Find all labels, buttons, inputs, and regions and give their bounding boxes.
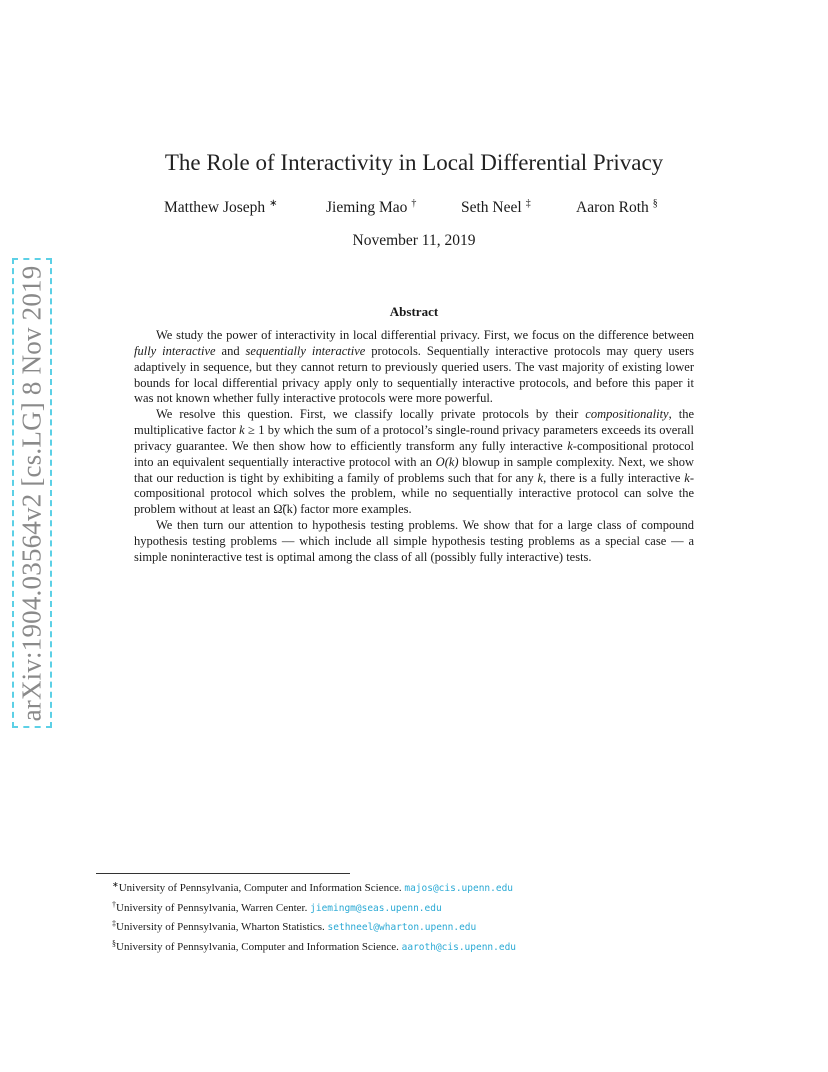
author-footnote-mark[interactable]: ‡	[525, 198, 531, 209]
author-footnote-mark[interactable]: †	[411, 198, 417, 209]
author-footnote-mark[interactable]: ∗	[269, 198, 278, 209]
abstract-text: , the multiplicative factor	[134, 407, 694, 438]
math-expression: Ω̃(k)	[273, 502, 298, 517]
arxiv-identifier-text: arXiv:1904.03564v2 [cs.LG] 8 Nov 2019	[16, 265, 47, 721]
math-expression: O(k)	[435, 454, 459, 469]
emphasis-compositionality: compositionality	[585, 407, 669, 422]
footnote-affiliation: University of Pennsylvania, Computer and Information Science.	[116, 940, 402, 953]
author-name: Seth Neel	[461, 199, 522, 216]
author-list	[0, 198, 828, 218]
author	[576, 198, 658, 217]
abstract-heading: Abstract	[389, 304, 439, 319]
abstract-paragraph	[134, 328, 694, 407]
emphasis-fully-interactive: fully interactive	[134, 343, 216, 358]
author-footnote-mark[interactable]: §	[652, 198, 658, 209]
footnote	[112, 916, 732, 936]
abstract-text: factor more examples.	[297, 502, 412, 517]
math-variable: k	[684, 470, 690, 485]
email-link[interactable]: sethneel@wharton.upenn.edu	[327, 922, 477, 933]
abstract-paragraph: We then turn our attention to hypothesis testing problems. We show that for a large class of compound hypothesis testing problems — which include all simple hypothesis testing problems as a special case — a simple noninteractive test is optimal among the class of all (possibly fully interactive) tests.	[134, 518, 694, 564]
footnote-affiliation: University of Pennsylvania, Computer and Information Science.	[118, 882, 405, 894]
abstract-text: We resolve this question. First, we classify locally private protocols by their	[156, 407, 586, 422]
math-variable: k	[537, 470, 544, 485]
footnotes	[112, 877, 732, 955]
footnote	[112, 877, 732, 897]
abstract-paragraph	[134, 407, 694, 518]
author	[164, 198, 278, 217]
abstract-text: , there is a fully interactive	[543, 470, 685, 485]
footnote-mark: ‡	[112, 919, 116, 928]
abstract-text: blowup in sample complexity. Next, we show that our reduction is tight by exhibiting a family of problems such that for any	[134, 454, 694, 485]
arxiv-identifier-stamp	[12, 258, 52, 728]
abstract-text: We study the power of interactivity in local differential privacy. First, we focus on the difference between	[156, 328, 694, 342]
email-link[interactable]: majos@cis.upenn.edu	[404, 883, 514, 894]
author-name: Jieming Mao	[326, 199, 408, 216]
author-name: Matthew Joseph	[164, 199, 266, 216]
paper-title: The Role of Interactivity in Local Differential Privacy	[164, 150, 664, 175]
math-variable: k	[239, 423, 245, 438]
publication-date: November 11, 2019	[352, 232, 476, 249]
abstract-text: ≥ 1 by which the sum of a protocol’s single-round privacy parameters exceeds its overall privacy guarantee. We then show how to efficiently transform any fully interactive	[134, 423, 694, 453]
footnote-mark: §	[112, 938, 116, 948]
footnote-affiliation: University of Pennsylvania, Warren Center.	[116, 901, 311, 914]
email-link[interactable]: aaroth@cis.upenn.edu	[401, 941, 517, 953]
abstract-text: -compositional protocol which solves the problem, while no sequentially interactive protocol can solve the problem without at least an	[134, 470, 694, 517]
abstract-text: and	[215, 343, 246, 358]
footnote-mark: ∗	[112, 880, 119, 889]
footnote	[112, 936, 732, 956]
author	[326, 198, 416, 217]
email-link[interactable]: jiemingm@seas.upenn.edu	[310, 902, 442, 914]
math-variable: k	[567, 438, 573, 453]
footnote	[112, 897, 732, 917]
author	[461, 198, 531, 217]
abstract-text: -compositional protocol into an equivalent sequentially interactive protocol with an	[134, 438, 694, 469]
abstract-text: protocols. Sequentially interactive protocols may query users adaptively in sequence, but they cannot return to previously queried users. The vast majority of existing lower bounds for local differential privacy apply only to sequentially interactive protocols, and before this paper it was not known whether fully interactive protocols were more powerful.	[134, 343, 694, 406]
author-name: Aaron Roth	[576, 199, 649, 216]
footnote-mark: †	[112, 899, 116, 909]
emphasis-sequentially-interactive: sequentially interactive	[245, 343, 366, 358]
abstract-body	[134, 328, 694, 566]
footnote-divider	[96, 873, 350, 874]
footnote-affiliation: University of Pennsylvania, Wharton Statistics.	[116, 921, 328, 933]
